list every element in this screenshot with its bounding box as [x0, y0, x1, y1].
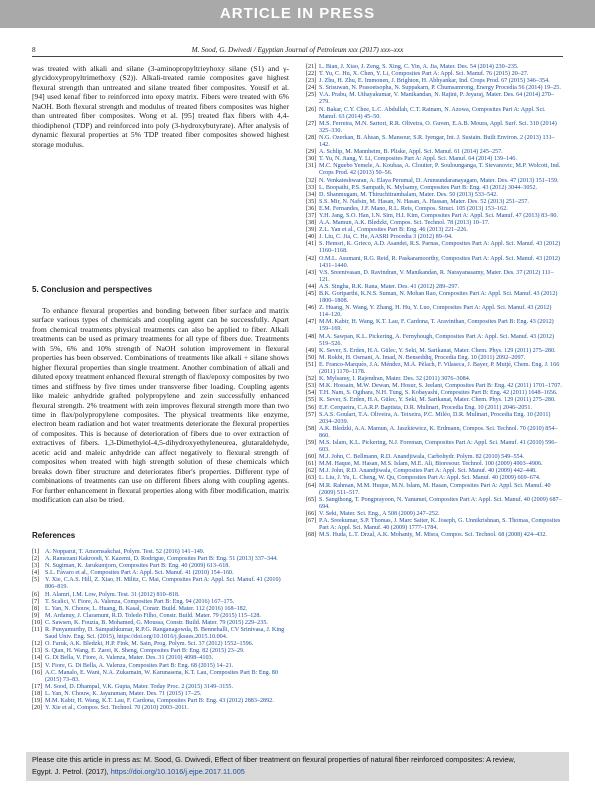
article-in-press-banner: ARTICLE IN PRESS: [0, 0, 595, 28]
reference-number: [41]: [306, 241, 317, 248]
reference-text[interactable]: Y.H. Jang, S.O. Han, I.N. Sim, H.I. Kim, Composites Part A: Appl. Sci. Manuf. 47 (2013) 83–90.: [319, 212, 559, 219]
reference-text[interactable]: L. Yan, N. Chouw, L. Huang, B. Kasal, Constr. Build. Mater. 112 (2016) 168–182.: [45, 605, 248, 612]
reference-text[interactable]: E.F. Cerqueira, C.A.R.P. Baptista, D.R. Mulinari, Procedia Eng. 10 (2011) 2046–2051.: [319, 404, 532, 411]
reference-number: [65]: [306, 496, 317, 503]
reference-text[interactable]: A.K. Bledzki, A.A. Mamun, A. Jaszkiewicz, K. Erdmann, Compos. Sci. Technol. 70 (2010) 854–860.: [319, 425, 558, 439]
reference-number: [67]: [306, 518, 317, 524]
reference-number: [60]: [306, 454, 317, 461]
reference-number: [29]: [306, 149, 317, 156]
reference-text[interactable]: O. Faruk, A.K. Bledzki, H.P. Fink, M. Sain, Prog. Polym. Sci. 37 (2012) 1552–1596.: [45, 641, 254, 648]
reference-number: [20]: [32, 705, 43, 712]
reference-number: [23]: [306, 78, 317, 85]
reference-number: [66]: [306, 510, 317, 517]
reference-item[interactable]: [306, 92, 563, 106]
reference-number: [12]: [32, 641, 43, 648]
reference-list-left: [32, 549, 289, 712]
reference-text[interactable]: A.C. Manalo, E. Wani, N.A. Zukarnain, W. Karunasena, K.T. Lau, Composites Part B: Eng. 80 (2015) 73–83.: [45, 669, 278, 683]
reference-number: [7]: [32, 598, 40, 605]
reference-text[interactable]: M.M. Haque, M. Hasan, M.S. Islam, M.E. Ali, Bioresour. Technol. 100 (2009) 4903–4906.: [319, 461, 543, 468]
reference-number: [14]: [32, 655, 43, 662]
reference-text[interactable]: S.L. Fávaro et al., Composites Part A: Appl. Sci. Manuf. 41 (2010) 154–160.: [45, 570, 234, 577]
reference-number: [33]: [306, 184, 317, 191]
page-number: 8: [32, 46, 36, 54]
reference-number: [2]: [32, 556, 40, 563]
reference-text[interactable]: R. Punyamurthy, D. Sampathkumar, R.P.G. Ranganagowda, B. Bennehalli, CV Srinivasa, J. King Saud Univ. Eng. Sci. (2015), https://doi.org/10.1016/j.jksues.2015.10.004.: [45, 627, 285, 641]
reference-text[interactable]: S. Hemsri, K. Grieco, A.D. Asandei, R.S. Parnas, Composites Part A: Appl. Sci. Manuf. 43 (2012) 1160–1168.: [319, 241, 561, 255]
reference-text[interactable]: G. Di Bella, V. Fiore, A. Valenza, Mater. Des. 31 (2010) 4098–4103.: [45, 655, 214, 662]
reference-item[interactable]: [306, 156, 563, 163]
reference-text[interactable]: S. Qian, H. Wang, E. Zarei, K. Sheng, Composites Part B: Eng. 82 (2015) 23–29.: [45, 648, 245, 655]
reference-item[interactable]: [306, 412, 563, 426]
intro-paragraph: was treated with alkali and silane (3-aminopropyltrieyhoxy silane (S1) and γ-glycidoxypropyltrimethoxy (S2)). Alkali-treated ramie composites gave highest flexural strength than untreated and silane treated fiber composites. Yousif et al. [94] used kenaf fiber to reinforced into epoxy matrix. Fibers were treated with 6% NaOH. Both flexural strength and modulus of treated fibers composites was higher than untreated fiber composites. Wong et al. [95] treated flax fibers with 4,4-thiodiphenol (TDP) and reinforced into poly (3-hydroxybutyrate). After analysis of dynamic flexural properties at 5% TDP treated fiber composites showed highest storage modulus.: [32, 64, 289, 149]
reference-number: [68]: [306, 532, 317, 539]
reference-number: [56]: [306, 404, 317, 411]
reference-text[interactable]: J. Zhu, H. Zhu, E. Immonen, J. Brighton, H. Abhyankar, Ind. Crops Prod. 67 (2015) 346–354.: [319, 78, 550, 85]
reference-number: [64]: [306, 482, 317, 489]
reference-text[interactable]: K. Mylsamy, I. Rajendran, Mater. Des. 32 (2011) 3076–3084.: [319, 376, 471, 383]
reference-text[interactable]: A. Schlip, M. Mannheim, B. Pliske, Appl. Sci. Manuf. 61 (2014) 245–257.: [319, 149, 503, 156]
journal-citation-header: M. Sood, G. Dwivedi / Egyptian Journal of Petroleum xxx (2017) xxx–xxx: [191, 46, 404, 54]
reference-number: [55]: [306, 397, 317, 404]
reference-number: [27]: [306, 120, 317, 127]
reference-number: [36]: [306, 205, 317, 212]
reference-item[interactable]: [306, 518, 563, 532]
reference-text[interactable]: Y. Xie et al., Compos. Sci. Technol. 70 (2010) 2003–2011.: [45, 705, 189, 712]
reference-item[interactable]: [306, 107, 563, 121]
reference-number: [5]: [32, 577, 40, 584]
reference-item[interactable]: [306, 270, 563, 284]
reference-item[interactable]: [306, 405, 563, 412]
reference-number: [21]: [306, 64, 317, 70]
reference-number: [61]: [306, 461, 317, 468]
reference-text[interactable]: J. Liu, C. Jia, C. He, AASRI Procedia 3 (2012) 89–94.: [319, 234, 453, 241]
reference-item[interactable]: [306, 319, 563, 333]
reference-text[interactable]: T. Yu, N. Jiang, Y. Li, Composites Part A: Appl. Sci. Manuf. 64 (2014) 139–146.: [319, 156, 517, 163]
reference-number: [24]: [306, 85, 317, 92]
reference-item[interactable]: [32, 606, 289, 613]
reference-number: [31]: [306, 163, 317, 170]
reference-item[interactable]: [306, 334, 563, 348]
reference-item[interactable]: [306, 532, 563, 539]
reference-number: [34]: [306, 191, 317, 198]
reference-number: [4]: [32, 570, 40, 577]
reference-number: [19]: [32, 697, 43, 704]
reference-number: [18]: [32, 690, 43, 697]
reference-item[interactable]: [306, 213, 563, 220]
reference-text[interactable]: E. Franco-Marquès, J.A. Méndez, M.A. Pèlach, F. Vilaseca, J. Bayer, P. Mutjé, Chem. Eng. J. 166 (2011) 1170–1178.: [319, 361, 560, 376]
conclusion-paragraph: To enhance flexural properties and bonding between fiber surface and matrix surface various types of chemicals and coupling agent can be successfully. Apart from chemical treatments physical treatments can also be applied to fiber. Alkali treatments can be used as primary treatments for all type of fibers due. Treatments with 5%, 6% and 10% strength of NaOH solution improvement in flexural properties has been observed. Combinations of treatments like alkali + silane shows higher flexural properties than single treatment. Another combination of alkali and diluted epoxy treatment enhanced flexural strength of flax/epoxy composites by two times and stiffness by five times under transverse fiber loading. Coupling agents like maleic anhydride grafted polypropylene and zein successfully enhanced flexural strength. 2% treatment with zein improves flexural strength more than two time in flax/polypropylene composites. The physical treatments like enzyme, electron beam radiation and hot water treatments deteriorate the flexural properties of composites. This is because of deterioration of fibers due to over extraction of extractives of fibers. 1,3-Dimethylol-4,5-dihydroxyethyleneurea, glutaraldehyde, acetic acid and maleic anhydride can affect negatively to flexural strength of composites when treated with high strength solution of these chemicals which breaks down fiber structure and deteriorates fiber's properties. Different type of combinations of treatments can use on different fibers along with coupling agents. For further enhancement in flexural properties along with fiber modification, matrix modification can also be tried.: [32, 306, 289, 505]
reference-number: [37]: [306, 212, 317, 219]
reference-item[interactable]: [306, 440, 563, 454]
footer-citation-line: Please cite this article in press as: M. Sood, G. Dwivedi, Effect of fiber treatment on flexural properties of natural fiber reinforced composites: A review,: [32, 755, 516, 764]
reference-number: [17]: [32, 683, 43, 690]
reference-number: [1]: [32, 549, 40, 555]
reference-text[interactable]: T. Scalici, V. Fiore, A. Valenza, Composites Part B: Eng. 94 (2016) 167–175.: [45, 598, 235, 605]
reference-text[interactable]: E.M. Fernandes, J.F. Mano, R.L. Reis, Compos. Struct. 105 (2013) 153–162.: [319, 205, 508, 212]
reference-number: [9]: [32, 612, 40, 619]
references-heading: References: [32, 531, 76, 540]
reference-number: [52]: [306, 376, 317, 383]
reference-text[interactable]: M.K. Hossain, M.W. Dewan, M. Hosur, S. Jeelani, Composites Part B: Eng. 42 (2011) 1701–1707.: [319, 383, 562, 390]
reference-text[interactable]: A. Ramezani Kakroodi, Y. Kazemi, D. Rodrigue, Composites Part B: Eng. 51 (2013) 337–344.: [45, 556, 278, 563]
reference-text[interactable]: Y. Xie, C.A.S. Hill, Z. Xiao, H. Militz, C. Mai, Composites Part A: Appl. Sci. Manuf. 41 (2010) 806–819.: [45, 577, 281, 591]
reference-text[interactable]: A.A. Mamun, A.K. Bledzki, Compos. Sci. Technol. 78 (2013) 10–17.: [319, 220, 490, 227]
reference-text[interactable]: Z.L. Yan et al., Composites Part B: Eng. 46 (2013) 221–226.: [319, 227, 468, 234]
doi-link[interactable]: https://doi.org/10.1016/j.ejpe.2017.11.005: [110, 767, 245, 776]
reference-number: [51]: [306, 361, 317, 368]
reference-number: [58]: [306, 425, 317, 432]
reference-item[interactable]: [32, 698, 289, 705]
reference-text[interactable]: M.S. Huda, L.T. Drzal, A.K. Mohanty, M. Misra, Compos. Sci. Technol. 68 (2008) 424–432.: [319, 532, 547, 539]
reference-number: [53]: [306, 383, 317, 390]
reference-item[interactable]: [306, 291, 563, 305]
reference-item[interactable]: [306, 284, 563, 291]
reference-number: [15]: [32, 662, 43, 669]
reference-text[interactable]: M. Rokbi, H. Osmani, A. Imad, N. Benseddiq, Procedia Eng. 10 (2011) 2092–2097.: [319, 354, 526, 361]
reference-text[interactable]: N. Sugiman, K. Jarukumjorn, Composites Part B: Eng. 40 (2009) 613–618.: [45, 563, 230, 570]
footer-doi-line: [32, 766, 563, 778]
left-column: [32, 64, 289, 712]
reference-number: [40]: [306, 234, 317, 241]
reference-item[interactable]: [306, 199, 563, 206]
reference-text[interactable]: M.J. John, R.D. Anandjiwala, Composites Part A: Appl. Sci. Manuf. 40 (2009) 442–448.: [319, 468, 537, 475]
reference-item[interactable]: [32, 670, 289, 684]
reference-number: [38]: [306, 220, 317, 227]
citation-footer: [26, 752, 569, 781]
reference-item[interactable]: [306, 256, 563, 270]
reference-text[interactable]: V.S. Sreenivasan, D. Ravindran, V. Manikandan, R. Narayanasamy, Mater. Des. 37 (2012) 111–121.: [319, 269, 554, 283]
reference-list-right: [306, 64, 563, 539]
reference-item[interactable]: [32, 577, 289, 591]
reference-text[interactable]: C. Sawsen, K. Fouzia, B. Mohamed, G. Moussa, Constr. Build. Mater. 79 (2015) 229–235.: [45, 619, 268, 626]
reference-item[interactable]: [306, 362, 563, 376]
reference-item[interactable]: [306, 185, 563, 192]
reference-item[interactable]: [306, 397, 563, 404]
reference-item[interactable]: [306, 305, 563, 319]
reference-number: [13]: [32, 648, 43, 655]
reference-number: [3]: [32, 563, 40, 570]
reference-text[interactable]: N. Venkateshwaran, A. Elaya Perumal, D. Arunsundaranayagam, Mater. Des. 47 (2013) 151–159.: [319, 177, 559, 184]
reference-text[interactable]: V. Fiore, G. Di Bella, A. Valenza, Composites Part B: Eng. 68 (2015) 14–21.: [45, 662, 234, 669]
reference-text[interactable]: V. Seki, Mater. Sci. Eng., A 508 (2009) 247–252.: [319, 510, 440, 517]
reference-number: [57]: [306, 411, 317, 418]
reference-text[interactable]: S. Srisuwan, N. Prasoetsopha, N. Suppakarn, P. Chumsamrong, Energy Procedia 56 (2014) 19–25.: [319, 85, 561, 92]
reference-text[interactable]: M.C. Nguebo Yemele, A. Koubaa, A. Cloutier, P. Soulounganga, T. Stevanovic, M.P. Wolcott, Ind. Crops Prod. 42 (2013) 50–56.: [319, 163, 561, 177]
reference-number: [35]: [306, 198, 317, 205]
reference-text[interactable]: M.S. Ferreira, M.N. Sartori, R.R. Oliveira, O. Guven, E.A.B. Moura, Appl. Surf. Sci. 310 (2014) 325–330.: [319, 120, 557, 134]
reference-item[interactable]: [306, 348, 563, 355]
reference-number: [46]: [306, 305, 317, 312]
reference-item[interactable]: [306, 511, 563, 518]
reference-number: [26]: [306, 106, 317, 113]
reference-text[interactable]: O.M.L. Asumani, R.G. Reid, R. Paskaramoorthy, Composites Part A: Appl. Sci. Manuf. 43 (2012) 1431–1440.: [319, 255, 560, 269]
reference-text[interactable]: L. Liu, J. Yu, L. Cheng, W. Qu, Composites Part A: Appl. Sci. Manuf. 40 (2009) 669–674.: [319, 475, 541, 482]
reference-text[interactable]: M. Ardanuy, J. Claramunt, R.D. Toledo Filho, Constr. Build. Mater. 79 (2015) 115–128.: [45, 612, 261, 619]
reference-text[interactable]: A. Nopparut, T. Amornsakchai, Polym. Test. 52 (2016) 141–149.: [45, 549, 205, 555]
reference-number: [11]: [32, 627, 43, 634]
reference-item[interactable]: [306, 426, 563, 440]
reference-item[interactable]: [32, 655, 289, 662]
reference-text[interactable]: H. Alamri, I.M. Low, Polym. Test. 31 (2012) 810–818.: [45, 591, 180, 598]
section-heading: 5. Conclusion and perspectives: [32, 285, 153, 294]
reference-item[interactable]: [306, 121, 563, 135]
reference-item[interactable]: [32, 684, 289, 691]
reference-text[interactable]: S.S. Mir, N. Nafsin, M. Hasan, N. Hasan, A. Hassan, Mater. Des. 52 (2013) 251–257.: [319, 198, 529, 205]
reference-item[interactable]: [306, 135, 563, 149]
reference-number: [45]: [306, 291, 317, 297]
reference-number: [54]: [306, 390, 317, 397]
reference-text[interactable]: N.G. Ozerkan, B. Ahsan, S. Mansour, S.R. Iyengar, Int. J. Sustain. Built Environ. 2 (2013) 131–142.: [319, 134, 555, 149]
running-head: [32, 44, 563, 57]
reference-number: [47]: [306, 319, 317, 326]
reference-number: [44]: [306, 283, 317, 290]
reference-item[interactable]: [306, 241, 563, 255]
reference-text[interactable]: L. Bian, J. Xiao, J. Zeng, S. Xing, C. Yin, A. Jia, Mater. Des. 54 (2014) 230–235.: [319, 64, 519, 70]
reference-item[interactable]: [32, 705, 289, 712]
reference-number: [6]: [32, 591, 40, 598]
reference-text[interactable]: M.R. Rahman, M.M. Huque, M.N. Islam, M. Hasan, Composites Part A: Appl. Sci. Manuf. 40 (2009) 511–517.: [319, 482, 551, 496]
reference-text[interactable]: K. Sever, S. Erden, H.A. Gülec, Y. Seki, M. Sarikanat, Mater. Chem. Phys. 129 (2011) 275–280.: [319, 347, 556, 354]
reference-text[interactable]: T. Yu, C. Hu, X. Chen, Y. Li, Composites Part A: Appl. Sci. Manuf. 76 (2015) 20–27.: [319, 71, 529, 78]
reference-number: [16]: [32, 669, 43, 676]
reference-item[interactable]: [306, 355, 563, 362]
reference-number: [50]: [306, 354, 317, 361]
reference-number: [49]: [306, 347, 317, 354]
reference-number: [25]: [306, 92, 317, 99]
reference-number: [22]: [306, 71, 317, 78]
reference-number: [48]: [306, 333, 317, 340]
reference-number: [30]: [306, 156, 317, 163]
reference-item[interactable]: [306, 206, 563, 213]
reference-text[interactable]: T.H. Nam, S. Ogihara, N.H. Tung, S. Kobayashi, Composites Part B: Eng. 42 (2011) 1648–1656.: [319, 390, 558, 397]
reference-item[interactable]: [32, 627, 289, 641]
reference-text[interactable]: S. Sangthong, T. Pongprayoon, N. Yanumet, Composites Part A: Appl. Sci. Manuf. 40 (2009) 687–694.: [319, 496, 562, 510]
reference-item[interactable]: [306, 483, 563, 497]
reference-text[interactable]: K. Sever, S. Erden, H.A. Gülec, Y. Seki, M. Sarikanat, Mater. Chem. Phys. 129 (2011) 275–280.: [319, 397, 556, 404]
reference-item[interactable]: [306, 475, 563, 482]
reference-number: [32]: [306, 177, 317, 184]
reference-text[interactable]: L. Boopathi, P.S. Sampath, K. Mylsamy, Composites Part B: Eng. 43 (2012) 3044–3052.: [319, 184, 538, 191]
reference-item[interactable]: [32, 620, 289, 627]
reference-text[interactable]: N. Bakar, C.Y. Chee, L.C. Abdullah, C.T. Ratnam, N. Azowa, Composites Part A: Appl. Sci. Manuf. 63 (2014) 45–50.: [319, 106, 546, 120]
footer-journal: Egypt. J. Petrol. (2017),: [32, 767, 111, 776]
reference-item[interactable]: [32, 691, 289, 698]
reference-text[interactable]: M.M. Kabir, H. Wang, K.T. Lau, F. Cardona, T. Aravinthan, Composites Part B: Eng. 43 (2012) 159–169.: [319, 319, 554, 333]
reference-number: [43]: [306, 269, 317, 276]
reference-text[interactable]: M. Sood, D. Dhampal, V.K. Gupta, Mater. Today Proc. 2 (2015) 3149–3155.: [45, 683, 234, 690]
reference-number: [63]: [306, 475, 317, 482]
reference-text[interactable]: A.S. Singha, R.K. Rana, Mater. Des. 41 (2012) 289–297.: [319, 283, 460, 290]
reference-number: [59]: [306, 439, 317, 446]
reference-text[interactable]: M.M. Kabir, H. Wang, K.T. Lau, F. Cardona, Composites Part B: Eng. 43 (2012) 2883–2892.: [45, 697, 274, 704]
reference-item[interactable]: [32, 592, 289, 599]
reference-number: [10]: [32, 619, 43, 626]
reference-item[interactable]: [306, 178, 563, 185]
reference-text[interactable]: M.S. Islam, K.L. Pickering, N.J. Foreman, Composites Part A: Appl. Sci. Manuf. 41 (2010) 596–603.: [319, 439, 558, 454]
reference-number: [8]: [32, 605, 40, 612]
reference-text[interactable]: M.J. John, C. Bellmann, R.D. Anandjiwala, Carbohydr. Polym. 82 (2010) 549–554.: [319, 454, 525, 461]
reference-text[interactable]: S.A.S. Goulart, T.A. Oliveira, A. Teixeira, P.C. Miléo, D.R. Mulinari, Procedia Eng. 10 (2011) 2034–2039.: [319, 411, 551, 425]
reference-item[interactable]: [32, 599, 289, 606]
reference-text[interactable]: M.A. Sawpan, K.L. Pickering, A. Fernyhough, Composites Part A: Appl. Sci. Manuf. 43 (2012) 519–526.: [319, 333, 555, 347]
reference-number: [42]: [306, 255, 317, 262]
reference-item[interactable]: [32, 613, 289, 620]
reference-item[interactable]: [306, 497, 563, 511]
reference-text[interactable]: P.A. Sreekumar, S.P. Thomas, J. Marc Saiter, K. Joseph, G. Unnikrishnan, S. Thomas, Composites Part A: Appl. Sci. Manuf. 40 (2009) 1777–1784.: [319, 518, 561, 532]
reference-text[interactable]: D. Shanmugam, M. Thiruchitrambalam, Mater. Des. 50 (2013) 533–542.: [319, 191, 498, 198]
reference-text[interactable]: Z. Huang, N. Wang, Y. Zhang, H. Hu, Y. Luo, Composites Part A: Appl. Sci. Manuf. 43 (2012) 114–120.: [319, 305, 552, 319]
reference-item[interactable]: [32, 663, 289, 670]
reference-text[interactable]: L. Yan, N. Chouw, K. Jayaraman, Mater. Des. 71 (2015) 17–25.: [45, 690, 202, 697]
reference-number: [62]: [306, 468, 317, 475]
reference-text[interactable]: V.A. Prabu, M. Uthayakumar, V. Manikandan, N. Rajini, P. Jeyaraj, Mater. Des. 64 (2014) 270–279.: [319, 92, 554, 106]
reference-item[interactable]: [306, 163, 563, 177]
reference-number: [39]: [306, 227, 317, 234]
reference-item[interactable]: [306, 192, 563, 199]
reference-number: [28]: [306, 134, 317, 141]
reference-text[interactable]: B.K. Goriparthi, K.N.S. Suman, N. Mohan Rao, Composites Part A: Appl. Sci. Manuf. 43 (2012) 1800–1808.: [319, 291, 558, 305]
